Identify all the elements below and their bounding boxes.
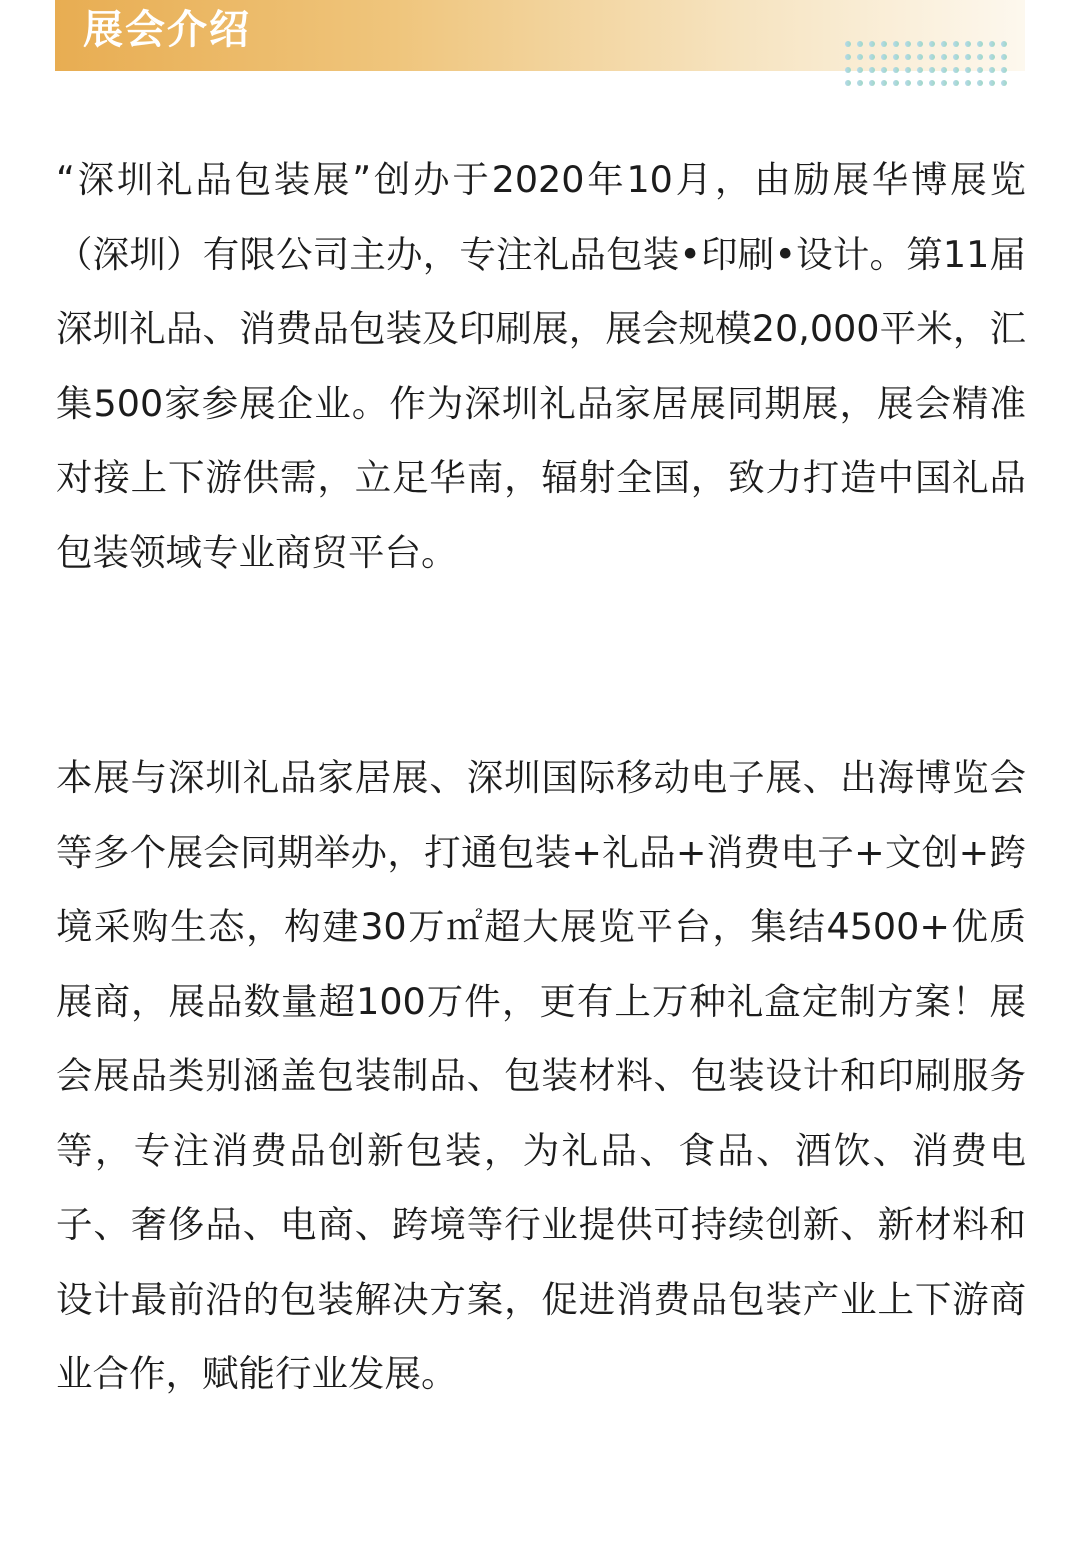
dot bbox=[905, 41, 911, 47]
dot bbox=[917, 80, 923, 86]
dot bbox=[1001, 67, 1007, 73]
dot bbox=[965, 80, 971, 86]
dot bbox=[881, 54, 887, 60]
dot bbox=[857, 41, 863, 47]
dot bbox=[857, 80, 863, 86]
dot bbox=[977, 67, 983, 73]
dot bbox=[905, 80, 911, 86]
dot bbox=[905, 67, 911, 73]
dot bbox=[881, 80, 887, 86]
dot bbox=[977, 54, 983, 60]
dot bbox=[845, 67, 851, 73]
dot bbox=[857, 67, 863, 73]
dot bbox=[845, 41, 851, 47]
dot bbox=[989, 80, 995, 86]
dot bbox=[1001, 54, 1007, 60]
dot bbox=[941, 54, 947, 60]
dot bbox=[977, 41, 983, 47]
dot bbox=[1001, 41, 1007, 47]
dot bbox=[929, 54, 935, 60]
dot bbox=[869, 41, 875, 47]
dot bbox=[929, 41, 935, 47]
dot bbox=[893, 80, 899, 86]
dot bbox=[953, 80, 959, 86]
dot-grid-icon bbox=[843, 40, 1013, 90]
dot bbox=[881, 41, 887, 47]
dot bbox=[953, 54, 959, 60]
dot bbox=[845, 80, 851, 86]
dot bbox=[953, 67, 959, 73]
section-title: 展会介绍 bbox=[83, 7, 251, 53]
dot bbox=[989, 54, 995, 60]
dot bbox=[869, 80, 875, 86]
dot bbox=[917, 54, 923, 60]
dot bbox=[989, 67, 995, 73]
dot bbox=[941, 41, 947, 47]
dot bbox=[917, 41, 923, 47]
dot bbox=[857, 54, 863, 60]
dot bbox=[905, 54, 911, 60]
dot bbox=[893, 67, 899, 73]
intro-paragraph-1: “深圳礼品包装展”创办于2020年10月，由励展华博展览（深圳）有限公司主办，专注礼品包装•印刷•设计。第11届深圳礼品、消费品包装及印刷展，展会规模20,000平米，汇集500家参展企业。作为深圳礼品家居展同期展，展会精准对接上下游供需，立足华南，辐射全国，致力打造中国礼品包装领域专业商贸平台。 bbox=[56, 158, 1026, 574]
dot bbox=[989, 41, 995, 47]
dot bbox=[1001, 80, 1007, 86]
dot bbox=[845, 54, 851, 60]
dot bbox=[917, 67, 923, 73]
dot bbox=[929, 67, 935, 73]
dot bbox=[953, 41, 959, 47]
dot bbox=[893, 54, 899, 60]
dot bbox=[965, 54, 971, 60]
dot bbox=[869, 67, 875, 73]
dot bbox=[881, 67, 887, 73]
dot bbox=[941, 67, 947, 73]
dot bbox=[869, 54, 875, 60]
dot bbox=[977, 80, 983, 86]
dot bbox=[965, 41, 971, 47]
intro-paragraph-2: 本展与深圳礼品家居展、深圳国际移动电子展、出海博览会等多个展会同期举办，打通包装+礼品+消费电子+文创+跨境采购生态，构建30万㎡超大展览平台，集结4500+优质展商，展品数量超100万件，更有上万种礼盒定制方案！展会展品类别涵盖包装制品、包装材料、包装设计和印刷服务等，专注消费品创新包装，为礼品、食品、酒饮、消费电子、奢侈品、电商、跨境等行业提供可持续创新、新材料和设计最前沿的包装解决方案，促进消费品包装产业上下游商业合作，赋能行业发展。 bbox=[56, 756, 1026, 1395]
dot bbox=[929, 80, 935, 86]
dot bbox=[941, 80, 947, 86]
dot bbox=[965, 67, 971, 73]
dot bbox=[893, 41, 899, 47]
